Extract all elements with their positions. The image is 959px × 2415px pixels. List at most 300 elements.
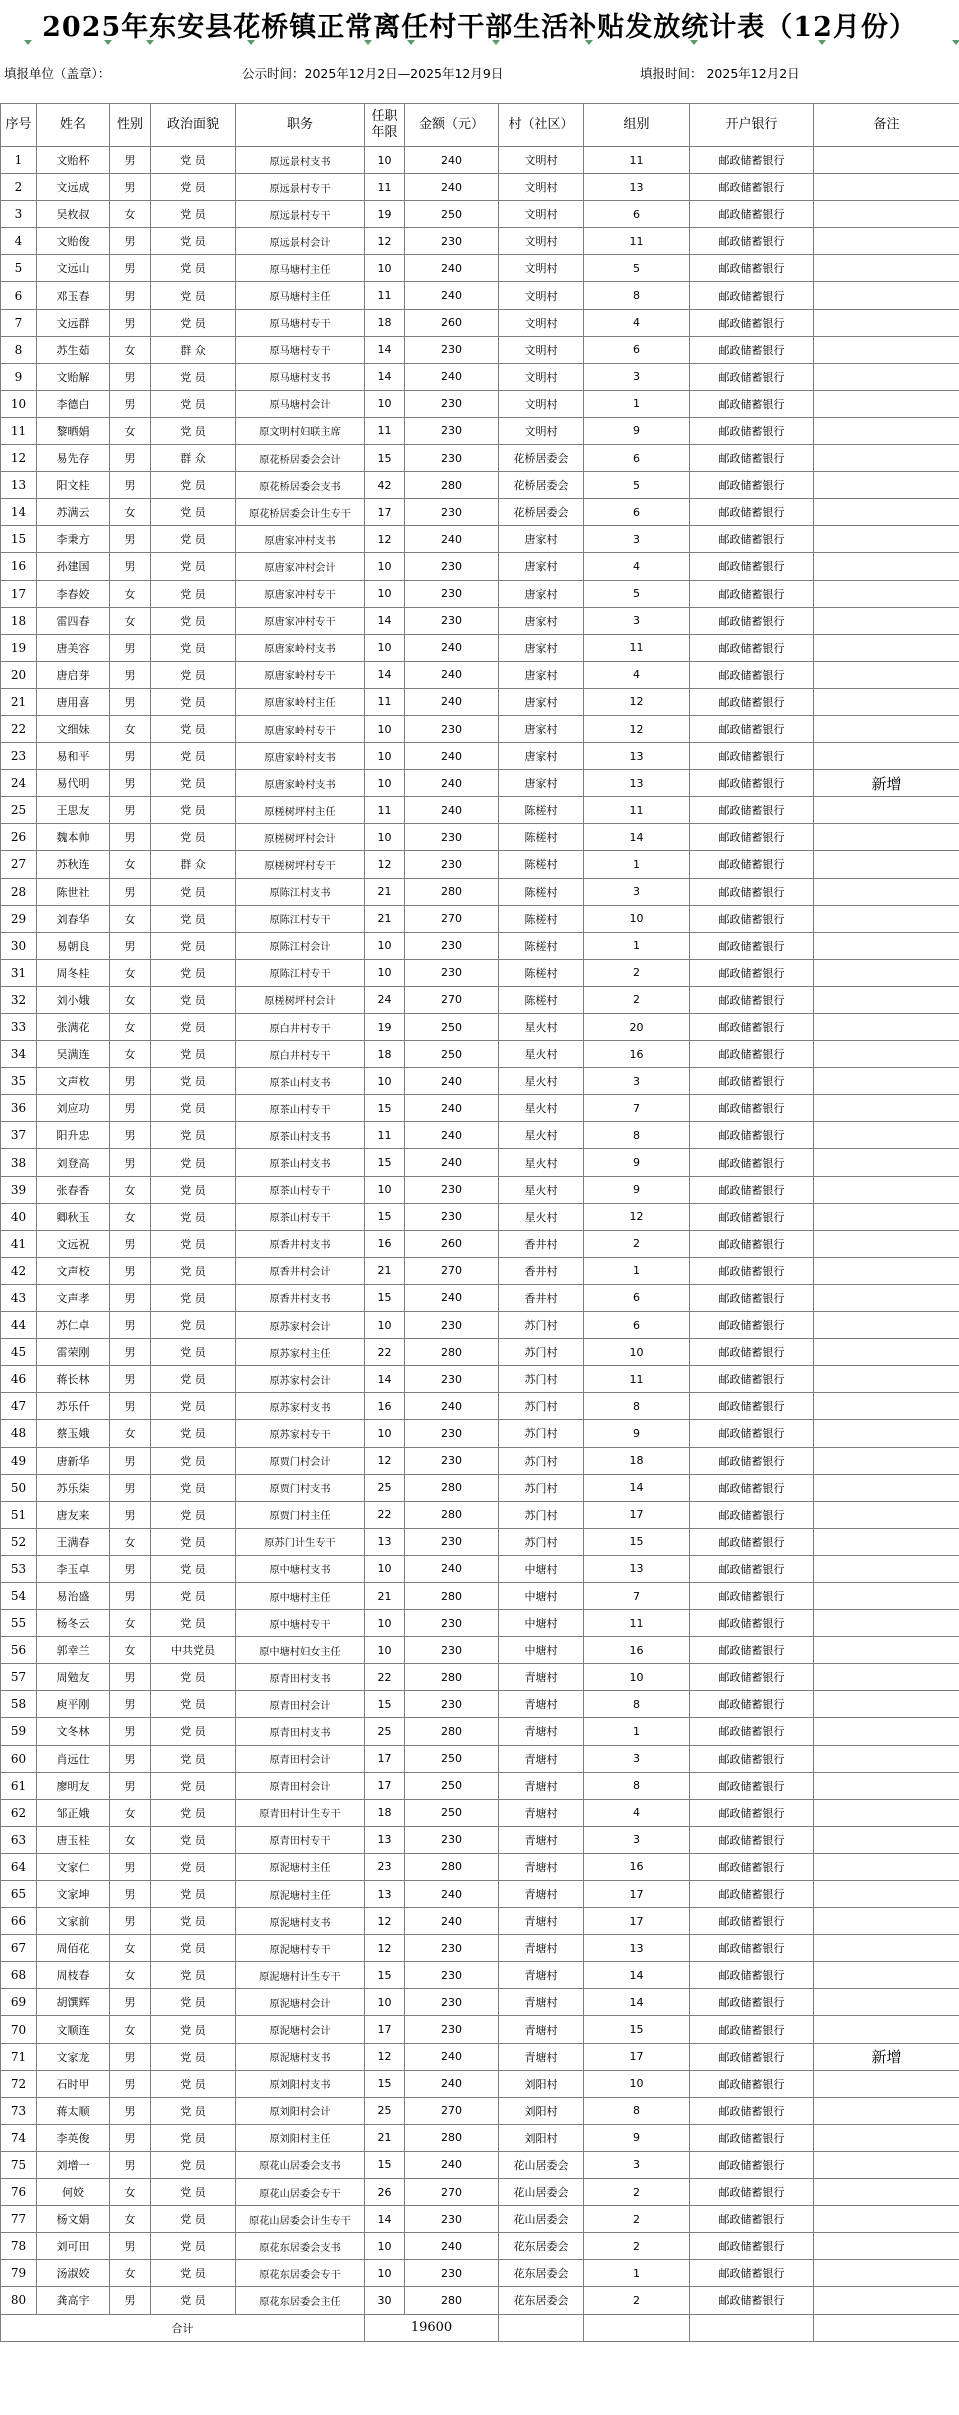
- cell-name: 文贻解: [37, 363, 110, 390]
- cell-gender: 女: [110, 905, 151, 932]
- cell-name: 文远群: [37, 309, 110, 336]
- cell-name: 张满花: [37, 1014, 110, 1041]
- cell-group: 14: [584, 824, 690, 851]
- cell-village: 香井村: [499, 1257, 584, 1284]
- cell-seq: 59: [1, 1718, 37, 1745]
- cell-name: 张春香: [37, 1176, 110, 1203]
- cell-politics: 党 员: [151, 417, 236, 444]
- cell-duty: 原白井村专干: [236, 1014, 365, 1041]
- cell-amount: 230: [405, 1528, 499, 1555]
- table-row: [1, 1501, 959, 1528]
- cell-politics: 党 员: [151, 2233, 236, 2260]
- table-row: [1, 634, 959, 661]
- cell-gender: 女: [110, 959, 151, 986]
- table-row: [1, 1718, 959, 1745]
- cell-duty: 原槎树坪村会计: [236, 986, 365, 1013]
- cell-bank: 邮政储蓄银行: [690, 1555, 814, 1582]
- filter-dropdown-icon[interactable]: [364, 40, 372, 45]
- cell-seq: 35: [1, 1068, 37, 1095]
- header-name: 姓名: [37, 104, 110, 147]
- cell-name: 唐玉桂: [37, 1826, 110, 1853]
- cell-years: 10: [365, 959, 405, 986]
- cell-gender: 女: [110, 1528, 151, 1555]
- cell-years: 15: [365, 2070, 405, 2097]
- cell-remark: [814, 1528, 959, 1555]
- cell-duty: 原马塘村支书: [236, 363, 365, 390]
- cell-seq: 57: [1, 1664, 37, 1691]
- cell-politics: 党 员: [151, 282, 236, 309]
- cell-duty: 原贾门村会计: [236, 1447, 365, 1474]
- cell-bank: 邮政储蓄银行: [690, 1745, 814, 1772]
- cell-bank: 邮政储蓄银行: [690, 201, 814, 228]
- cell-years: 21: [365, 2124, 405, 2151]
- filter-dropdown-icon[interactable]: [146, 40, 154, 45]
- cell-politics: 党 员: [151, 147, 236, 174]
- filter-dropdown-icon[interactable]: [407, 40, 415, 45]
- cell-years: 12: [365, 526, 405, 553]
- cell-bank: 邮政储蓄银行: [690, 2179, 814, 2206]
- cell-village: 花东居委会: [499, 2260, 584, 2287]
- cell-group: 7: [584, 1582, 690, 1609]
- cell-gender: 男: [110, 1664, 151, 1691]
- cell-seq: 74: [1, 2124, 37, 2151]
- header-bank: 开户银行: [690, 104, 814, 147]
- cell-gender: 女: [110, 201, 151, 228]
- cell-name: 文远成: [37, 174, 110, 201]
- cell-remark: [814, 336, 959, 363]
- cell-name: 文细妹: [37, 715, 110, 742]
- cell-seq: 70: [1, 2016, 37, 2043]
- cell-years: 10: [365, 1068, 405, 1095]
- cell-amount: 270: [405, 986, 499, 1013]
- cell-name: 周佰花: [37, 1935, 110, 1962]
- cell-years: 11: [365, 174, 405, 201]
- table-row: [1, 472, 959, 499]
- cell-seq: 36: [1, 1095, 37, 1122]
- cell-remark: [814, 445, 959, 472]
- cell-village: 文明村: [499, 201, 584, 228]
- cell-remark: [814, 851, 959, 878]
- filter-dropdown-icon[interactable]: [247, 40, 255, 45]
- cell-duty: 原刘阳村会计: [236, 2097, 365, 2124]
- cell-seq: 45: [1, 1339, 37, 1366]
- cell-gender: 男: [110, 1474, 151, 1501]
- cell-years: 16: [365, 1230, 405, 1257]
- cell-politics: 党 员: [151, 1772, 236, 1799]
- table-row: [1, 1095, 959, 1122]
- filter-dropdown-icon[interactable]: [492, 40, 500, 45]
- cell-duty: 原青田村会计: [236, 1772, 365, 1799]
- filter-dropdown-icon[interactable]: [585, 40, 593, 45]
- cell-group: 14: [584, 1962, 690, 1989]
- cell-village: 唐家村: [499, 715, 584, 742]
- cell-village: 中塘村: [499, 1555, 584, 1582]
- table-row: [1, 1149, 959, 1176]
- cell-remark: [814, 1284, 959, 1311]
- cell-remark: [814, 661, 959, 688]
- cell-duty: 原苏家村专干: [236, 1420, 365, 1447]
- cell-years: 14: [365, 1366, 405, 1393]
- cell-group: 9: [584, 2124, 690, 2151]
- cell-remark: [814, 878, 959, 905]
- cell-name: 汤淑姣: [37, 2260, 110, 2287]
- cell-group: 13: [584, 174, 690, 201]
- table-row: [1, 1555, 959, 1582]
- cell-seq: 71: [1, 2043, 37, 2070]
- cell-politics: 党 员: [151, 526, 236, 553]
- cell-name: 卿秋玉: [37, 1203, 110, 1230]
- cell-gender: 男: [110, 1772, 151, 1799]
- cell-group: 4: [584, 661, 690, 688]
- cell-group: 11: [584, 797, 690, 824]
- cell-politics: 党 员: [151, 1826, 236, 1853]
- cell-remark: [814, 1149, 959, 1176]
- cell-years: 14: [365, 661, 405, 688]
- cell-gender: 男: [110, 1149, 151, 1176]
- cell-bank: 邮政储蓄银行: [690, 2070, 814, 2097]
- cell-gender: 男: [110, 390, 151, 417]
- cell-bank: 邮政储蓄银行: [690, 1962, 814, 1989]
- cell-remark: [814, 2206, 959, 2233]
- cell-seq: 66: [1, 1908, 37, 1935]
- cell-village: 苏门村: [499, 1474, 584, 1501]
- cell-bank: 邮政储蓄银行: [690, 1881, 814, 1908]
- table-row: [1, 607, 959, 634]
- cell-politics: 党 员: [151, 1935, 236, 1962]
- cell-seq: 34: [1, 1041, 37, 1068]
- cell-duty: 原泥塘村专干: [236, 1935, 365, 1962]
- table-row: [1, 1257, 959, 1284]
- cell-name: 易朝良: [37, 932, 110, 959]
- cell-politics: 党 员: [151, 932, 236, 959]
- cell-amount: 240: [405, 1393, 499, 1420]
- cell-village: 文明村: [499, 282, 584, 309]
- cell-amount: 230: [405, 1989, 499, 2016]
- cell-bank: 邮政储蓄银行: [690, 986, 814, 1013]
- cell-seq: 40: [1, 1203, 37, 1230]
- cell-years: 10: [365, 824, 405, 851]
- cell-years: 10: [365, 255, 405, 282]
- table-row: [1, 1582, 959, 1609]
- cell-remark: [814, 634, 959, 661]
- cell-years: 25: [365, 1718, 405, 1745]
- cell-seq: 18: [1, 607, 37, 634]
- cell-remark: [814, 1393, 959, 1420]
- cell-years: 12: [365, 228, 405, 255]
- cell-bank: 邮政储蓄银行: [690, 1149, 814, 1176]
- cell-gender: 女: [110, 1962, 151, 1989]
- cell-gender: 男: [110, 445, 151, 472]
- cell-group: 12: [584, 688, 690, 715]
- cell-remark: [814, 1745, 959, 1772]
- cell-years: 10: [365, 580, 405, 607]
- cell-seq: 31: [1, 959, 37, 986]
- cell-name: 杨冬云: [37, 1610, 110, 1637]
- cell-duty: 原香井村会计: [236, 1257, 365, 1284]
- cell-bank: 邮政储蓄银行: [690, 1474, 814, 1501]
- cell-name: 唐用喜: [37, 688, 110, 715]
- table-row: [1, 878, 959, 905]
- cell-remark: [814, 1582, 959, 1609]
- cell-seq: 23: [1, 743, 37, 770]
- cell-amount: 240: [405, 688, 499, 715]
- cell-group: 11: [584, 1366, 690, 1393]
- cell-village: 花桥居委会: [499, 445, 584, 472]
- cell-group: 2: [584, 2206, 690, 2233]
- table-row: [1, 1908, 959, 1935]
- cell-name: 刘小娥: [37, 986, 110, 1013]
- cell-name: 杨文娟: [37, 2206, 110, 2233]
- cell-amount: 230: [405, 851, 499, 878]
- cell-village: 花桥居委会: [499, 472, 584, 499]
- cell-gender: 女: [110, 1826, 151, 1853]
- cell-duty: 原陈江村支书: [236, 878, 365, 905]
- filter-dropdown-icon[interactable]: [952, 40, 959, 45]
- table-row: [1, 2151, 959, 2178]
- cell-duty: 原马塘村主任: [236, 282, 365, 309]
- cell-years: 10: [365, 553, 405, 580]
- cell-group: 2: [584, 959, 690, 986]
- cell-remark: [814, 986, 959, 1013]
- cell-village: 刘阳村: [499, 2124, 584, 2151]
- cell-politics: 党 员: [151, 1555, 236, 1582]
- cell-politics: 党 员: [151, 390, 236, 417]
- table-row: [1, 905, 959, 932]
- cell-bank: 邮政储蓄银行: [690, 1582, 814, 1609]
- cell-bank: 邮政储蓄银行: [690, 282, 814, 309]
- cell-duty: 原青田村支书: [236, 1664, 365, 1691]
- cell-group: 9: [584, 1420, 690, 1447]
- filter-dropdown-icon[interactable]: [818, 40, 826, 45]
- cell-years: 11: [365, 282, 405, 309]
- cell-seq: 41: [1, 1230, 37, 1257]
- cell-gender: 男: [110, 770, 151, 797]
- cell-years: 22: [365, 1501, 405, 1528]
- cell-amount: 230: [405, 336, 499, 363]
- header-remark: 备注: [814, 104, 959, 147]
- header-amount: 金额（元）: [405, 104, 499, 147]
- cell-duty: 原苏门计生专干: [236, 1528, 365, 1555]
- cell-amount: 250: [405, 1041, 499, 1068]
- cell-politics: 党 员: [151, 688, 236, 715]
- header-politics: 政治面貌: [151, 104, 236, 147]
- cell-name: 周勉友: [37, 1664, 110, 1691]
- cell-duty: 原槎树坪村主任: [236, 797, 365, 824]
- cell-remark: [814, 1474, 959, 1501]
- cell-amount: 260: [405, 309, 499, 336]
- table-row: [1, 417, 959, 444]
- cell-politics: 党 员: [151, 1312, 236, 1339]
- cell-remark: [814, 1799, 959, 1826]
- cell-remark: [814, 1826, 959, 1853]
- cell-years: 15: [365, 2151, 405, 2178]
- table-row: [1, 1447, 959, 1474]
- cell-politics: 党 员: [151, 2070, 236, 2097]
- cell-bank: 邮政储蓄银行: [690, 1637, 814, 1664]
- cell-gender: 女: [110, 336, 151, 363]
- cell-years: 10: [365, 1989, 405, 2016]
- cell-gender: 男: [110, 1068, 151, 1095]
- cell-group: 14: [584, 1989, 690, 2016]
- cell-years: 10: [365, 1420, 405, 1447]
- cell-village: 文明村: [499, 336, 584, 363]
- cell-years: 10: [365, 634, 405, 661]
- cell-name: 周枝春: [37, 1962, 110, 1989]
- cell-name: 郭幸兰: [37, 1637, 110, 1664]
- cell-gender: 女: [110, 1935, 151, 1962]
- cell-seq: 20: [1, 661, 37, 688]
- cell-village: 星火村: [499, 1014, 584, 1041]
- filter-dropdown-icon[interactable]: [24, 40, 32, 45]
- cell-name: 文远祝: [37, 1230, 110, 1257]
- cell-duty: 原青田村会计: [236, 1745, 365, 1772]
- table-row: [1, 1664, 959, 1691]
- table-row: [1, 201, 959, 228]
- filter-dropdown-icon[interactable]: [690, 40, 698, 45]
- cell-village: 星火村: [499, 1122, 584, 1149]
- cell-group: 8: [584, 1772, 690, 1799]
- cell-years: 16: [365, 1393, 405, 1420]
- cell-seq: 61: [1, 1772, 37, 1799]
- header-seq: 序号: [1, 104, 37, 147]
- table-row: [1, 1339, 959, 1366]
- cell-village: 青塘村: [499, 1962, 584, 1989]
- cell-bank: 邮政储蓄银行: [690, 770, 814, 797]
- cell-village: 陈槎村: [499, 797, 584, 824]
- cell-name: 文家前: [37, 1908, 110, 1935]
- cell-years: 25: [365, 2097, 405, 2124]
- cell-seq: 79: [1, 2260, 37, 2287]
- cell-group: 3: [584, 1745, 690, 1772]
- table-row: [1, 1799, 959, 1826]
- header-duty: 职务: [236, 104, 365, 147]
- cell-years: 22: [365, 1339, 405, 1366]
- cell-seq: 76: [1, 2179, 37, 2206]
- cell-bank: 邮政储蓄银行: [690, 1610, 814, 1637]
- cell-duty: 原花东居委会主任: [236, 2287, 365, 2314]
- cell-years: 21: [365, 1582, 405, 1609]
- cell-years: 17: [365, 1745, 405, 1772]
- cell-duty: 原刘阳村支书: [236, 2070, 365, 2097]
- table-row: [1, 2233, 959, 2260]
- table-row: [1, 2124, 959, 2151]
- table-row: [1, 255, 959, 282]
- cell-duty: 原花桥居委会支书: [236, 472, 365, 499]
- cell-name: 龚高宇: [37, 2287, 110, 2314]
- cell-politics: 党 员: [151, 472, 236, 499]
- cell-group: 11: [584, 1610, 690, 1637]
- cell-bank: 邮政储蓄银行: [690, 2233, 814, 2260]
- cell-gender: 男: [110, 1555, 151, 1582]
- cell-name: 邓玉春: [37, 282, 110, 309]
- cell-seq: 7: [1, 309, 37, 336]
- cell-years: 26: [365, 2179, 405, 2206]
- cell-amount: 230: [405, 1826, 499, 1853]
- cell-gender: 女: [110, 715, 151, 742]
- table-body: [1, 147, 959, 2315]
- cell-group: 9: [584, 1149, 690, 1176]
- cell-amount: 250: [405, 201, 499, 228]
- cell-gender: 女: [110, 1799, 151, 1826]
- table-row: [1, 2097, 959, 2124]
- cell-politics: 党 员: [151, 797, 236, 824]
- cell-politics: 党 员: [151, 1284, 236, 1311]
- filter-dropdown-icon[interactable]: [104, 40, 112, 45]
- cell-duty: 原中塘村专干: [236, 1610, 365, 1637]
- cell-gender: 男: [110, 688, 151, 715]
- table-row: [1, 174, 959, 201]
- cell-seq: 54: [1, 1582, 37, 1609]
- cell-bank: 邮政储蓄银行: [690, 797, 814, 824]
- cell-seq: 60: [1, 1745, 37, 1772]
- cell-years: 10: [365, 2260, 405, 2287]
- cell-name: 陈世社: [37, 878, 110, 905]
- cell-group: 10: [584, 1664, 690, 1691]
- cell-group: 20: [584, 1014, 690, 1041]
- cell-amount: 230: [405, 959, 499, 986]
- cell-bank: 邮政储蓄银行: [690, 2206, 814, 2233]
- cell-village: 陈槎村: [499, 905, 584, 932]
- cell-amount: 230: [405, 228, 499, 255]
- table-row: [1, 499, 959, 526]
- table-row: [1, 1474, 959, 1501]
- cell-village: 苏门村: [499, 1447, 584, 1474]
- cell-village: 陈槎村: [499, 959, 584, 986]
- cell-duty: 原苏家村主任: [236, 1339, 365, 1366]
- table-row: [1, 1041, 959, 1068]
- cell-duty: 原远景村专干: [236, 201, 365, 228]
- cell-amount: 230: [405, 580, 499, 607]
- cell-remark: [814, 580, 959, 607]
- cell-village: 星火村: [499, 1041, 584, 1068]
- cell-gender: 女: [110, 2016, 151, 2043]
- cell-amount: 240: [405, 2151, 499, 2178]
- cell-seq: 39: [1, 1176, 37, 1203]
- cell-years: 14: [365, 2206, 405, 2233]
- cell-amount: 240: [405, 1908, 499, 1935]
- cell-group: 17: [584, 1881, 690, 1908]
- cell-politics: 党 员: [151, 1718, 236, 1745]
- cell-village: 唐家村: [499, 688, 584, 715]
- table-row: [1, 282, 959, 309]
- table-row: [1, 743, 959, 770]
- cell-amount: 270: [405, 905, 499, 932]
- cell-amount: 240: [405, 1149, 499, 1176]
- cell-bank: 邮政储蓄银行: [690, 688, 814, 715]
- cell-years: 21: [365, 905, 405, 932]
- cell-group: 2: [584, 2179, 690, 2206]
- cell-gender: 男: [110, 147, 151, 174]
- cell-group: 13: [584, 1935, 690, 1962]
- cell-seq: 75: [1, 2151, 37, 2178]
- table-row: [1, 1853, 959, 1880]
- cell-duty: 原茶山村专干: [236, 1176, 365, 1203]
- table-row: [1, 363, 959, 390]
- table-row: [1, 1881, 959, 1908]
- cell-bank: 邮政储蓄银行: [690, 1230, 814, 1257]
- cell-village: 青塘村: [499, 1826, 584, 1853]
- cell-duty: 原泥塘村主任: [236, 1853, 365, 1880]
- cell-gender: 男: [110, 1122, 151, 1149]
- cell-amount: 240: [405, 147, 499, 174]
- cell-gender: 男: [110, 2043, 151, 2070]
- cell-years: 14: [365, 336, 405, 363]
- cell-duty: 原青田村专干: [236, 1826, 365, 1853]
- cell-gender: 男: [110, 1582, 151, 1609]
- cell-politics: 党 员: [151, 1095, 236, 1122]
- cell-gender: 男: [110, 2287, 151, 2314]
- cell-village: 文明村: [499, 417, 584, 444]
